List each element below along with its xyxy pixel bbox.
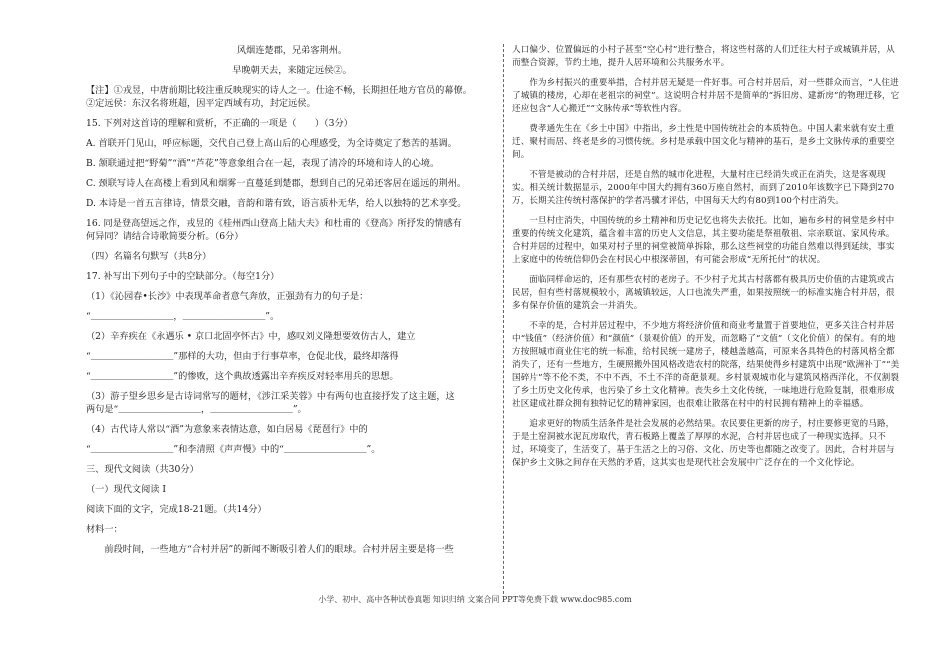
poem-line: 早晚朝天去，来随定远侯②。: [232, 65, 352, 76]
article-paragraph: 人口偏少、位置偏远的小村子甚至“空心村”进行整合，将这些村落的人们迁往大村子或城镇并居，从而整合资源，节约土地，提升人居环境和公共服务水平。: [512, 45, 895, 68]
question-17-2-cont: “＿＿＿＿＿＿＿＿＿”的惨败，这个典故透露出辛弃疾反对轻率用兵的思想。: [86, 371, 399, 382]
article-paragraph: 不幸的是，合村并居过程中，不少地方将经济价值和商业考量置于首要地位，更多关注合村并居中“钱值”（经济价值）和“颜值”（景观价值）的开发，而忽略了“文值”（文化价值）的保有。有的地方按照城市商业住宅的统一标准，给村民统一建房子，楼越盖越高，可原来各具特色的村落风格全都消失了，还有一些地方，生硬照搬外国风格改造农村的院落，结果使得乡村建筑中出现“欧洲补丁”“美国碎片”等不伦不类，不中不西，不土不洋的奇葩景观。乡村景观城市化与建筑风格西洋化，不仅割裂了乡土历史文化传承，也污染了乡土文化精神。丧失乡土文化传统，一味地进行危险复制，很难形成社区建成社群众拥有独特记忆的精神家园，也很难让散落在村中的村民拥有精神上的幸福感。: [512, 321, 900, 409]
section-heading: 三、现代文阅读（共30分）: [86, 464, 199, 475]
poem-note: ②定远侯：东汉名将班超，因平定西域有功，封定远侯。: [86, 98, 316, 109]
option-d: D. 本诗是一首五言律诗，情景交融，音韵和谐有致，语言质朴无华，给人以独特的艺术享受。: [86, 198, 467, 209]
material-label: 材料一：: [86, 524, 123, 535]
paragraph-start: 前段时间，一些地方“合村并居”的新闻不断吸引着人们的眼球。合村并居主要是将一些: [104, 544, 454, 555]
question-16-cont: 何异同？请结合诗歌简要分析。（6分）: [86, 231, 244, 242]
section-heading: （四）名篇名句默写（共8分）: [86, 251, 212, 262]
reading-instruction: 阅读下面的文字，完成18-21题。（共14分）: [86, 504, 267, 515]
option-c: C. 颈联写诗人在高楼上看到风和烟雾一直蔓延到楚郡，想到自己的兄弟还客居在遥远的荆州。: [86, 178, 467, 189]
question-17-4-cont: “＿＿＿＿＿＿＿＿＿”和李清照《声声慢》中的“＿＿＿＿＿＿＿＿＿”。: [86, 444, 381, 455]
option-b: B. 颔联通过把“野菊”“酒”“芦花”等意象组合在一起，表现了清冷的环境和诗人的心境。: [86, 158, 440, 169]
article-paragraph: 费孝通先生在《乡土中国》中指出，乡土性是中国传统社会的本质特色。中国人素来就有安土重迁、聚村而居、终老是乡的习惯传统。乡村是承载中国文化与精神的基石，是乡土文脉传承的重要空间。: [512, 124, 895, 160]
right-column: [512, 44, 902, 477]
question-16: 16. 同是登高望远之作，戎昱的《桂州西山登高上陆大夫》和杜甫的《登高》所抒发的情感有: [86, 218, 462, 229]
poem-note: 【注】①戎昱，中唐前期比较注重反映现实的诗人之一。仕途不畅，长期担任地方官员的幕僚。: [86, 85, 472, 96]
article-paragraph: 作为乡村振兴的重要举措，合村并居无疑是一件好事。可合村并居后，对一些群众而言，“人住进了城镇的楼房，心却在老祖宗的祠堂”。这说明合村并居不是简单的“拆旧房、建新房”的物理迁移，它还应包含“人心搬迁”“文脉传承”等软性内容。: [512, 78, 900, 114]
poem-line: 风烟连楚郡，兄弟客荆州。: [236, 45, 348, 56]
option-a: A. 首联开门见山，呼应标题，交代自己登上高山后的心理感受，为全诗奠定了愁苦的基调。: [86, 138, 457, 149]
article-paragraph: 追求更好的物质生活条件是社会发展的必然结果。农民要住更新的房子，村庄要修更宽的马路，于是土窑洞被水泥瓦房取代，青石板路上覆盖了厚厚的水泥，合村并居也成了一种现实选择。只不过，环境变了，生活变了，基于生活之上的习俗、文化、历史等也都随之改变了。因此，合村并居与保护乡土文脉之间存在天然的矛盾，这其实也是现代社会发展中广泛存在的一个文化悖论。: [512, 419, 895, 468]
question-17-3-cont: 两句是“＿＿＿＿＿＿＿＿＿，＿＿＿＿＿＿＿＿＿”。: [86, 404, 307, 415]
question-17-1: （1）《沁园春•长沙》中表现革命者意气奔放，正强劲有力的句子是：: [86, 291, 369, 302]
question-15: 15. 下列对这首诗的理解和赏析，不正确的一项是（ ）（3分）: [86, 118, 353, 129]
left-column: [86, 44, 498, 556]
article-paragraph: 不管是被动的合村并居，还是自然的城市化进程，大量村庄已经消失或正在消失，这是客观现实。相关统计数据显示，2000年中国大约拥有360万座自然村，而到了2010年该数字已下降到270万，长期关注传统村落保护的学者冯骥才评估，中国每天大约有80到100个村庄消失。: [512, 170, 895, 206]
article-paragraph: 面临同样命运的，还有那些农村的老房子。不少村子尤其古村落都有极具历史价值的古建筑或古民居，但有些村落规模较小，离城镇较远，人口也流失严重，如果按照统一的标准实施合村并居，很多有保存价值的建筑会一并消失。: [512, 275, 895, 311]
question-17-4: （4）古代诗人常以“酒”为意象来表情达意，如白居易《琵琶行》中的: [86, 424, 368, 435]
article-paragraph: 一旦村庄消失，中国传统的乡土精神和历史记忆也将失去依托。比如，遍布乡村的祠堂是乡村中重要的传统文化建筑，蕴含着丰富的历史人文信息，其主要功能是祭祖敬祖、宗亲联谊、家风传承。合村并居的过程中，如果对村子里的祠堂被简单拆除，那么这些祠堂的功能自然难以得到延续，事实上家庭中的传统信仰仍会在村民心中根深蒂固，有可能会形成“无所托付”的状况。: [512, 216, 895, 265]
subsection-heading: （一）现代文阅读 Ⅰ: [86, 484, 167, 495]
answer-blank: “＿＿＿＿＿＿＿＿＿，＿＿＿＿＿＿＿＿＿”。: [86, 311, 280, 322]
question-17-2-cont: “＿＿＿＿＿＿＿＿＿”那样的大功，但由于行事草率，仓促北伐，最终却落得: [86, 351, 399, 362]
question-17-2: （2）辛弃疾在《永遇乐 • 京口北固亭怀古》中，感叹刘义隆想要效仿古人，建立: [86, 331, 416, 342]
question-17-3: （3）游子望乡思乡是古诗词常写的题材，《涉江采芙蓉》中有两句也直接抒发了这主题，这: [86, 391, 455, 402]
column-divider: [503, 44, 504, 594]
question-17: 17. 补写出下列句子中的空缺部分。（每空1分）: [86, 271, 280, 282]
page-footer: 小学、初中、高中各种试卷真题 知识归纳 文案合同 PPT等免费下载 www.doc985.com: [318, 595, 632, 604]
